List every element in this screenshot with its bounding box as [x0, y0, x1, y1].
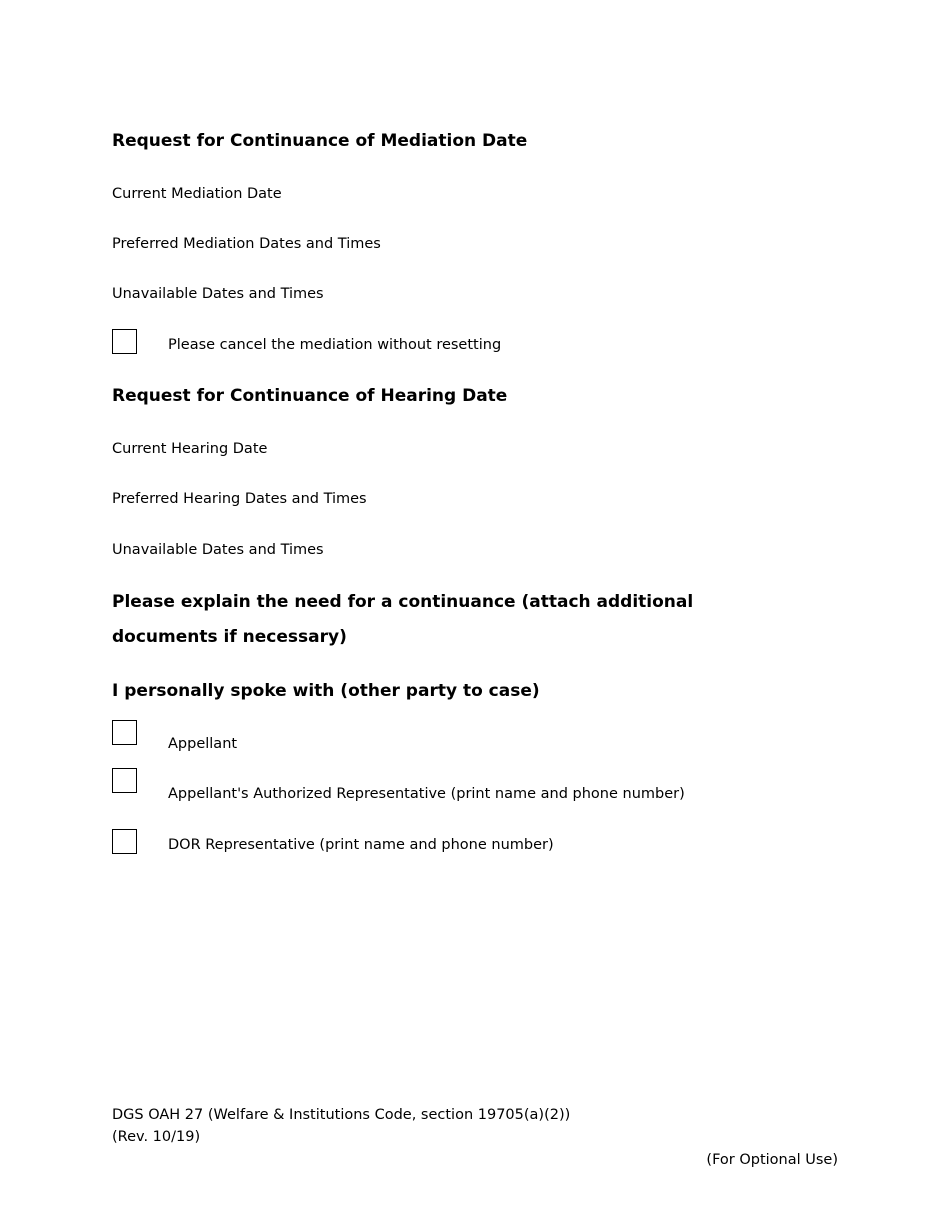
hearing-unavailable-dates-label: Unavailable Dates and Times: [112, 542, 324, 558]
explain-need-heading: Please explain the need for a continuance (attach additional documents if necessary): [112, 592, 694, 647]
cancel-mediation-checkbox[interactable]: [112, 329, 137, 354]
dor-representative-checkbox[interactable]: [112, 829, 137, 854]
authorized-representative-label: Appellant's Authorized Representative (print name and phone number): [168, 786, 685, 802]
dor-representative-label: DOR Representative (print name and phone number): [168, 837, 554, 853]
appellant-label: Appellant: [168, 736, 238, 752]
preferred-mediation-dates-label: Preferred Mediation Dates and Times: [112, 236, 381, 252]
optional-use-footer: (For Optional Use): [706, 1152, 838, 1168]
revision-footer: (Rev. 10/19): [112, 1129, 201, 1145]
cancel-mediation-label: Please cancel the mediation without resetting: [168, 337, 502, 353]
mediation-unavailable-dates-label: Unavailable Dates and Times: [112, 286, 324, 302]
hearing-heading: Request for Continuance of Hearing Date: [112, 386, 508, 406]
form-id-footer: DGS OAH 27 (Welfare & Institutions Code, section 19705(a)(2)): [112, 1107, 571, 1123]
mediation-heading: Request for Continuance of Mediation Date: [112, 131, 528, 151]
spoke-with-heading: I personally spoke with (other party to case): [112, 681, 540, 701]
authorized-representative-checkbox[interactable]: [112, 768, 137, 793]
appellant-checkbox[interactable]: [112, 720, 137, 745]
current-mediation-date-label: Current Mediation Date: [112, 186, 282, 202]
preferred-hearing-dates-label: Preferred Hearing Dates and Times: [112, 491, 367, 507]
current-hearing-date-label: Current Hearing Date: [112, 441, 268, 457]
